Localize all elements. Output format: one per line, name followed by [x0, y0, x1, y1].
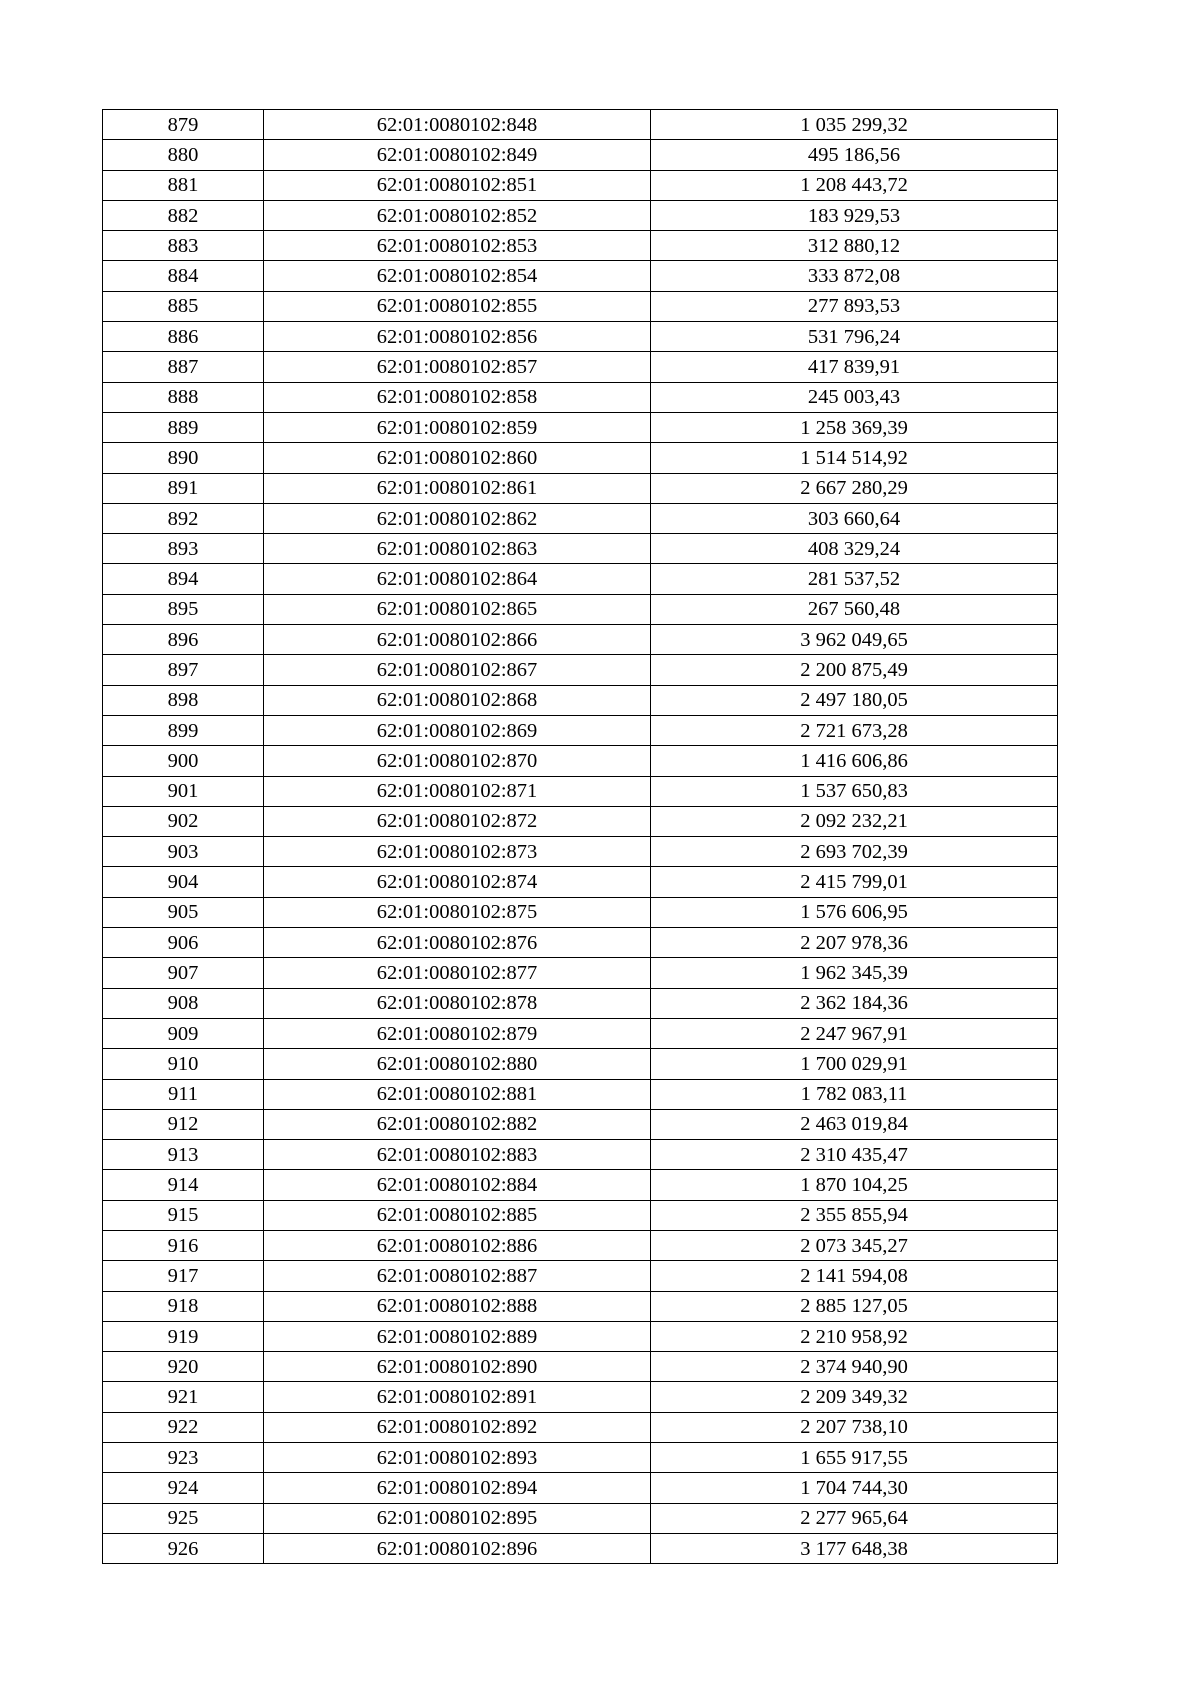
cadastral-value-cell: 1 208 443,72	[651, 170, 1058, 200]
row-number-cell: 919	[103, 1321, 264, 1351]
cadastral-number-cell: 62:01:0080102:886	[264, 1230, 651, 1260]
row-number-cell: 910	[103, 1049, 264, 1079]
cadastral-number-cell: 62:01:0080102:895	[264, 1503, 651, 1533]
cadastral-number-cell: 62:01:0080102:871	[264, 776, 651, 806]
cadastral-value-cell: 408 329,24	[651, 534, 1058, 564]
row-number-cell: 913	[103, 1140, 264, 1170]
cadastral-number-cell: 62:01:0080102:887	[264, 1261, 651, 1291]
cadastral-number-cell: 62:01:0080102:851	[264, 170, 651, 200]
row-number-cell: 902	[103, 806, 264, 836]
row-number-cell: 924	[103, 1473, 264, 1503]
cadastral-value-cell: 2 092 232,21	[651, 806, 1058, 836]
row-number-cell: 906	[103, 928, 264, 958]
cadastral-number-cell: 62:01:0080102:890	[264, 1352, 651, 1382]
cadastral-value-cell: 183 929,53	[651, 200, 1058, 230]
cadastral-value-cell: 2 374 940,90	[651, 1352, 1058, 1382]
table-row	[103, 867, 1058, 897]
cadastral-number-cell: 62:01:0080102:852	[264, 200, 651, 230]
table-row	[103, 170, 1058, 200]
row-number-cell: 897	[103, 655, 264, 685]
table-row	[103, 1018, 1058, 1048]
table-row	[103, 140, 1058, 170]
table-row	[103, 1049, 1058, 1079]
table-row	[103, 1503, 1058, 1533]
row-number-cell: 912	[103, 1109, 264, 1139]
table-row	[103, 594, 1058, 624]
row-number-cell: 914	[103, 1170, 264, 1200]
cadastral-value-cell: 1 782 083,11	[651, 1079, 1058, 1109]
cadastral-number-cell: 62:01:0080102:868	[264, 685, 651, 715]
cadastral-value-cell: 2 141 594,08	[651, 1261, 1058, 1291]
cadastral-value-cell: 312 880,12	[651, 231, 1058, 261]
cadastral-number-cell: 62:01:0080102:869	[264, 715, 651, 745]
cadastral-number-cell: 62:01:0080102:853	[264, 231, 651, 261]
table-row	[103, 958, 1058, 988]
cadastral-number-cell: 62:01:0080102:894	[264, 1473, 651, 1503]
cadastral-number-cell: 62:01:0080102:893	[264, 1443, 651, 1473]
cadastral-number-cell: 62:01:0080102:873	[264, 837, 651, 867]
cadastral-number-cell: 62:01:0080102:855	[264, 291, 651, 321]
cadastral-value-cell: 1 537 650,83	[651, 776, 1058, 806]
table-row	[103, 231, 1058, 261]
cadastral-number-cell: 62:01:0080102:854	[264, 261, 651, 291]
row-number-cell: 901	[103, 776, 264, 806]
table-row	[103, 564, 1058, 594]
table-row	[103, 988, 1058, 1018]
cadastral-value-cell: 1 655 917,55	[651, 1443, 1058, 1473]
cadastral-number-cell: 62:01:0080102:875	[264, 897, 651, 927]
row-number-cell: 904	[103, 867, 264, 897]
table-row	[103, 200, 1058, 230]
row-number-cell: 920	[103, 1352, 264, 1382]
cadastral-value-table	[102, 109, 1058, 1564]
table-row	[103, 443, 1058, 473]
cadastral-value-cell: 2 693 702,39	[651, 837, 1058, 867]
table-row	[103, 1443, 1058, 1473]
row-number-cell: 885	[103, 291, 264, 321]
table-row	[103, 655, 1058, 685]
table-row	[103, 1473, 1058, 1503]
row-number-cell: 883	[103, 231, 264, 261]
table-row	[103, 110, 1058, 140]
row-number-cell: 923	[103, 1443, 264, 1473]
cadastral-value-cell: 1 258 369,39	[651, 412, 1058, 442]
cadastral-value-cell: 1 700 029,91	[651, 1049, 1058, 1079]
row-number-cell: 911	[103, 1079, 264, 1109]
row-number-cell: 899	[103, 715, 264, 745]
table-row	[103, 1109, 1058, 1139]
cadastral-number-cell: 62:01:0080102:885	[264, 1200, 651, 1230]
table-row	[103, 1170, 1058, 1200]
table-row	[103, 1352, 1058, 1382]
cadastral-value-cell: 1 870 104,25	[651, 1170, 1058, 1200]
row-number-cell: 880	[103, 140, 264, 170]
table-row	[103, 1079, 1058, 1109]
table-row	[103, 1412, 1058, 1442]
cadastral-value-cell: 2 209 349,32	[651, 1382, 1058, 1412]
cadastral-number-cell: 62:01:0080102:892	[264, 1412, 651, 1442]
cadastral-number-cell: 62:01:0080102:867	[264, 655, 651, 685]
cadastral-number-cell: 62:01:0080102:876	[264, 928, 651, 958]
cadastral-number-cell: 62:01:0080102:889	[264, 1321, 651, 1351]
cadastral-value-cell: 2 247 967,91	[651, 1018, 1058, 1048]
table-row	[103, 291, 1058, 321]
table-row	[103, 261, 1058, 291]
table-row	[103, 412, 1058, 442]
cadastral-number-cell: 62:01:0080102:877	[264, 958, 651, 988]
cadastral-number-cell: 62:01:0080102:872	[264, 806, 651, 836]
cadastral-value-cell: 531 796,24	[651, 322, 1058, 352]
row-number-cell: 908	[103, 988, 264, 1018]
row-number-cell: 892	[103, 503, 264, 533]
cadastral-number-cell: 62:01:0080102:865	[264, 594, 651, 624]
table-row	[103, 1140, 1058, 1170]
row-number-cell: 896	[103, 625, 264, 655]
row-number-cell: 903	[103, 837, 264, 867]
cadastral-value-cell: 333 872,08	[651, 261, 1058, 291]
cadastral-number-cell: 62:01:0080102:888	[264, 1291, 651, 1321]
cadastral-number-cell: 62:01:0080102:863	[264, 534, 651, 564]
row-number-cell: 918	[103, 1291, 264, 1321]
table-row	[103, 685, 1058, 715]
cadastral-value-cell: 1 416 606,86	[651, 746, 1058, 776]
cadastral-value-cell: 2 277 965,64	[651, 1503, 1058, 1533]
row-number-cell: 922	[103, 1412, 264, 1442]
table-row	[103, 1382, 1058, 1412]
cadastral-value-cell: 2 362 184,36	[651, 988, 1058, 1018]
cadastral-value-cell: 2 497 180,05	[651, 685, 1058, 715]
cadastral-value-cell: 417 839,91	[651, 352, 1058, 382]
cadastral-number-cell: 62:01:0080102:859	[264, 412, 651, 442]
cadastral-number-cell: 62:01:0080102:862	[264, 503, 651, 533]
table-row	[103, 715, 1058, 745]
cadastral-number-cell: 62:01:0080102:857	[264, 352, 651, 382]
table-body	[103, 110, 1058, 1564]
cadastral-value-cell: 2 073 345,27	[651, 1230, 1058, 1260]
cadastral-number-cell: 62:01:0080102:858	[264, 382, 651, 412]
cadastral-number-cell: 62:01:0080102:896	[264, 1533, 651, 1563]
table-row	[103, 352, 1058, 382]
row-number-cell: 915	[103, 1200, 264, 1230]
cadastral-value-cell: 1 704 744,30	[651, 1473, 1058, 1503]
row-number-cell: 881	[103, 170, 264, 200]
cadastral-value-cell: 2 355 855,94	[651, 1200, 1058, 1230]
table-row	[103, 776, 1058, 806]
cadastral-number-cell: 62:01:0080102:881	[264, 1079, 651, 1109]
cadastral-value-cell: 1 962 345,39	[651, 958, 1058, 988]
row-number-cell: 905	[103, 897, 264, 927]
row-number-cell: 887	[103, 352, 264, 382]
row-number-cell: 917	[103, 1261, 264, 1291]
cadastral-value-cell: 2 200 875,49	[651, 655, 1058, 685]
row-number-cell: 907	[103, 958, 264, 988]
table-row	[103, 897, 1058, 927]
table-row	[103, 1533, 1058, 1563]
table-row	[103, 1200, 1058, 1230]
row-number-cell: 888	[103, 382, 264, 412]
row-number-cell: 898	[103, 685, 264, 715]
row-number-cell: 889	[103, 412, 264, 442]
cadastral-value-cell: 2 210 958,92	[651, 1321, 1058, 1351]
cadastral-number-cell: 62:01:0080102:860	[264, 443, 651, 473]
cadastral-number-cell: 62:01:0080102:884	[264, 1170, 651, 1200]
cadastral-value-cell: 2 207 738,10	[651, 1412, 1058, 1442]
row-number-cell: 882	[103, 200, 264, 230]
row-number-cell: 886	[103, 322, 264, 352]
table-row	[103, 322, 1058, 352]
cadastral-value-cell: 277 893,53	[651, 291, 1058, 321]
cadastral-number-cell: 62:01:0080102:856	[264, 322, 651, 352]
cadastral-value-cell: 2 721 673,28	[651, 715, 1058, 745]
row-number-cell: 925	[103, 1503, 264, 1533]
cadastral-number-cell: 62:01:0080102:878	[264, 988, 651, 1018]
cadastral-value-cell: 2 415 799,01	[651, 867, 1058, 897]
cadastral-number-cell: 62:01:0080102:864	[264, 564, 651, 594]
table-row	[103, 806, 1058, 836]
cadastral-number-cell: 62:01:0080102:849	[264, 140, 651, 170]
table-row	[103, 534, 1058, 564]
cadastral-value-cell: 303 660,64	[651, 503, 1058, 533]
table-row	[103, 382, 1058, 412]
row-number-cell: 884	[103, 261, 264, 291]
cadastral-value-cell: 2 885 127,05	[651, 1291, 1058, 1321]
table-row	[103, 473, 1058, 503]
table-row	[103, 625, 1058, 655]
cadastral-value-cell: 267 560,48	[651, 594, 1058, 624]
cadastral-value-cell: 3 177 648,38	[651, 1533, 1058, 1563]
cadastral-number-cell: 62:01:0080102:874	[264, 867, 651, 897]
row-number-cell: 893	[103, 534, 264, 564]
cadastral-value-cell: 3 962 049,65	[651, 625, 1058, 655]
table-row	[103, 1230, 1058, 1260]
table-row	[103, 1261, 1058, 1291]
cadastral-value-cell: 281 537,52	[651, 564, 1058, 594]
cadastral-value-cell: 2 207 978,36	[651, 928, 1058, 958]
cadastral-value-cell: 2 463 019,84	[651, 1109, 1058, 1139]
cadastral-number-cell: 62:01:0080102:866	[264, 625, 651, 655]
cadastral-value-cell: 495 186,56	[651, 140, 1058, 170]
cadastral-value-cell: 1 514 514,92	[651, 443, 1058, 473]
table-row	[103, 837, 1058, 867]
table-row	[103, 746, 1058, 776]
row-number-cell: 926	[103, 1533, 264, 1563]
row-number-cell: 900	[103, 746, 264, 776]
cadastral-number-cell: 62:01:0080102:861	[264, 473, 651, 503]
row-number-cell: 921	[103, 1382, 264, 1412]
cadastral-value-cell: 1 576 606,95	[651, 897, 1058, 927]
cadastral-number-cell: 62:01:0080102:880	[264, 1049, 651, 1079]
table-row	[103, 503, 1058, 533]
cadastral-value-cell: 2 667 280,29	[651, 473, 1058, 503]
cadastral-number-cell: 62:01:0080102:848	[264, 110, 651, 140]
row-number-cell: 916	[103, 1230, 264, 1260]
cadastral-number-cell: 62:01:0080102:891	[264, 1382, 651, 1412]
table-row	[103, 928, 1058, 958]
row-number-cell: 895	[103, 594, 264, 624]
row-number-cell: 909	[103, 1018, 264, 1048]
cadastral-value-cell: 2 310 435,47	[651, 1140, 1058, 1170]
cadastral-number-cell: 62:01:0080102:870	[264, 746, 651, 776]
cadastral-number-cell: 62:01:0080102:879	[264, 1018, 651, 1048]
table-row	[103, 1321, 1058, 1351]
row-number-cell: 894	[103, 564, 264, 594]
cadastral-value-cell: 245 003,43	[651, 382, 1058, 412]
row-number-cell: 879	[103, 110, 264, 140]
cadastral-number-cell: 62:01:0080102:883	[264, 1140, 651, 1170]
row-number-cell: 890	[103, 443, 264, 473]
cadastral-value-cell: 1 035 299,32	[651, 110, 1058, 140]
cadastral-number-cell: 62:01:0080102:882	[264, 1109, 651, 1139]
table-row	[103, 1291, 1058, 1321]
row-number-cell: 891	[103, 473, 264, 503]
